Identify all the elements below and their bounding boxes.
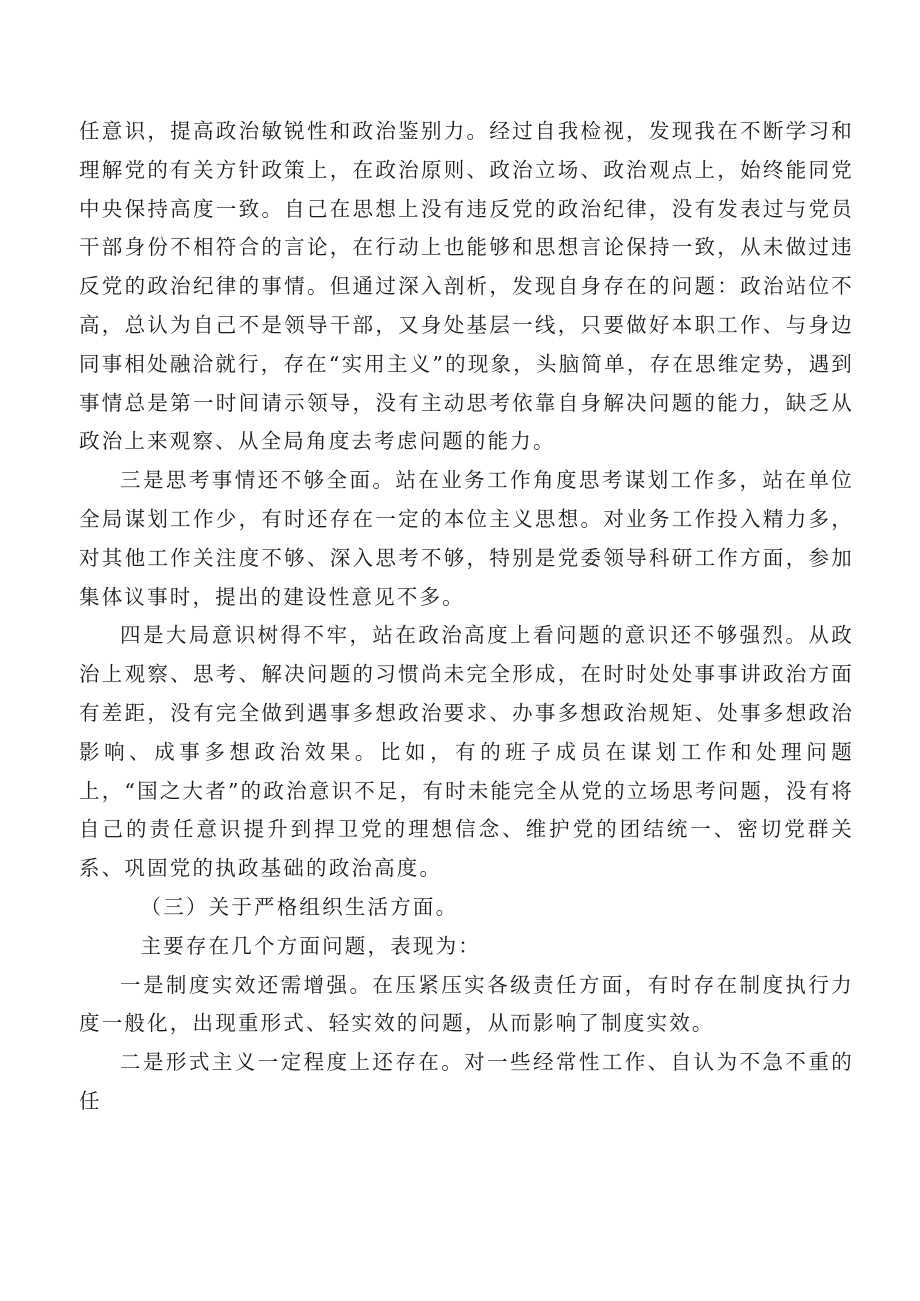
section-heading-organization-life: （三）关于严格组织生活方面。 (140, 894, 459, 919)
paragraph-point-one: 一是制度实效还需增强。在压紧压实各级责任方面，有时存在制度执行力度一般化，出现重形式、轻实效的问题，从而影响了制度实效。 (79, 972, 854, 1036)
paragraph-point-four: 四是大局意识树得不牢，站在政治高度上看问题的意识还不够强烈。从政治上观察、思考、解决问题的习惯尚未完全形成，在时时处处事事讲政治方面有差距，没有完全做到遇事多想政治要求、办事多想政治规矩、处事多想政治影响、成事多想政治效果。比如，有的班子成员在谋划工作和处理问题上，“国之大者”的政治意识不足，有时未能完全从党的立场思考问题，没有将自己的责任意识提升到捍卫党的理想信念、维护党的团结统一、密切党群关系、巩固党的执政基础的政治高度。 (79, 623, 854, 881)
document-body (79, 112, 854, 1121)
paragraph-political-awareness: 任意识，提高政治敏锐性和政治鉴别力。经过自我检视，发现我在不断学习和理解党的有关方针政策上，在政治原则、政治立场、政治观点上，始终能同党中央保持高度一致。自己在思想上没有违反党的政治纪律，没有发表过与党员干部身份不相符合的言论，在行动上也能够和思想言论保持一致，从未做过违反党的政治纪律的事情。但通过深入剖析，发现自身存在的问题：政治站位不高，总认为自己不是领导干部，又身处基层一线，只要做好本职工作、与身边同事相处融洽就行，存在“实用主义”的现象，头脑简单，存在思维定势，遇到事情总是第一时间请示领导，没有主动思考依靠自身解决问题的能力，缺乏从政治上来观察、从全局角度去考虑问题的能力。 (79, 119, 854, 454)
paragraph-point-two: 二是形式主义一定程度上还存在。对一些经常性工作、自认为不急不重的任 (79, 1050, 854, 1113)
paragraph-intro-problems: 主要存在几个方面问题，表现为： (140, 933, 481, 958)
paragraph-point-three: 三是思考事情还不够全面。站在业务工作角度思考谋划工作多，站在单位全局谋划工作少，有时还存在一定的本位主义思想。对业务工作投入精力多，对其他工作关注度不够、深入思考不够，特别是党委领导科研工作方面，参加集体议事时，提出的建设性意见不多。 (79, 468, 854, 609)
